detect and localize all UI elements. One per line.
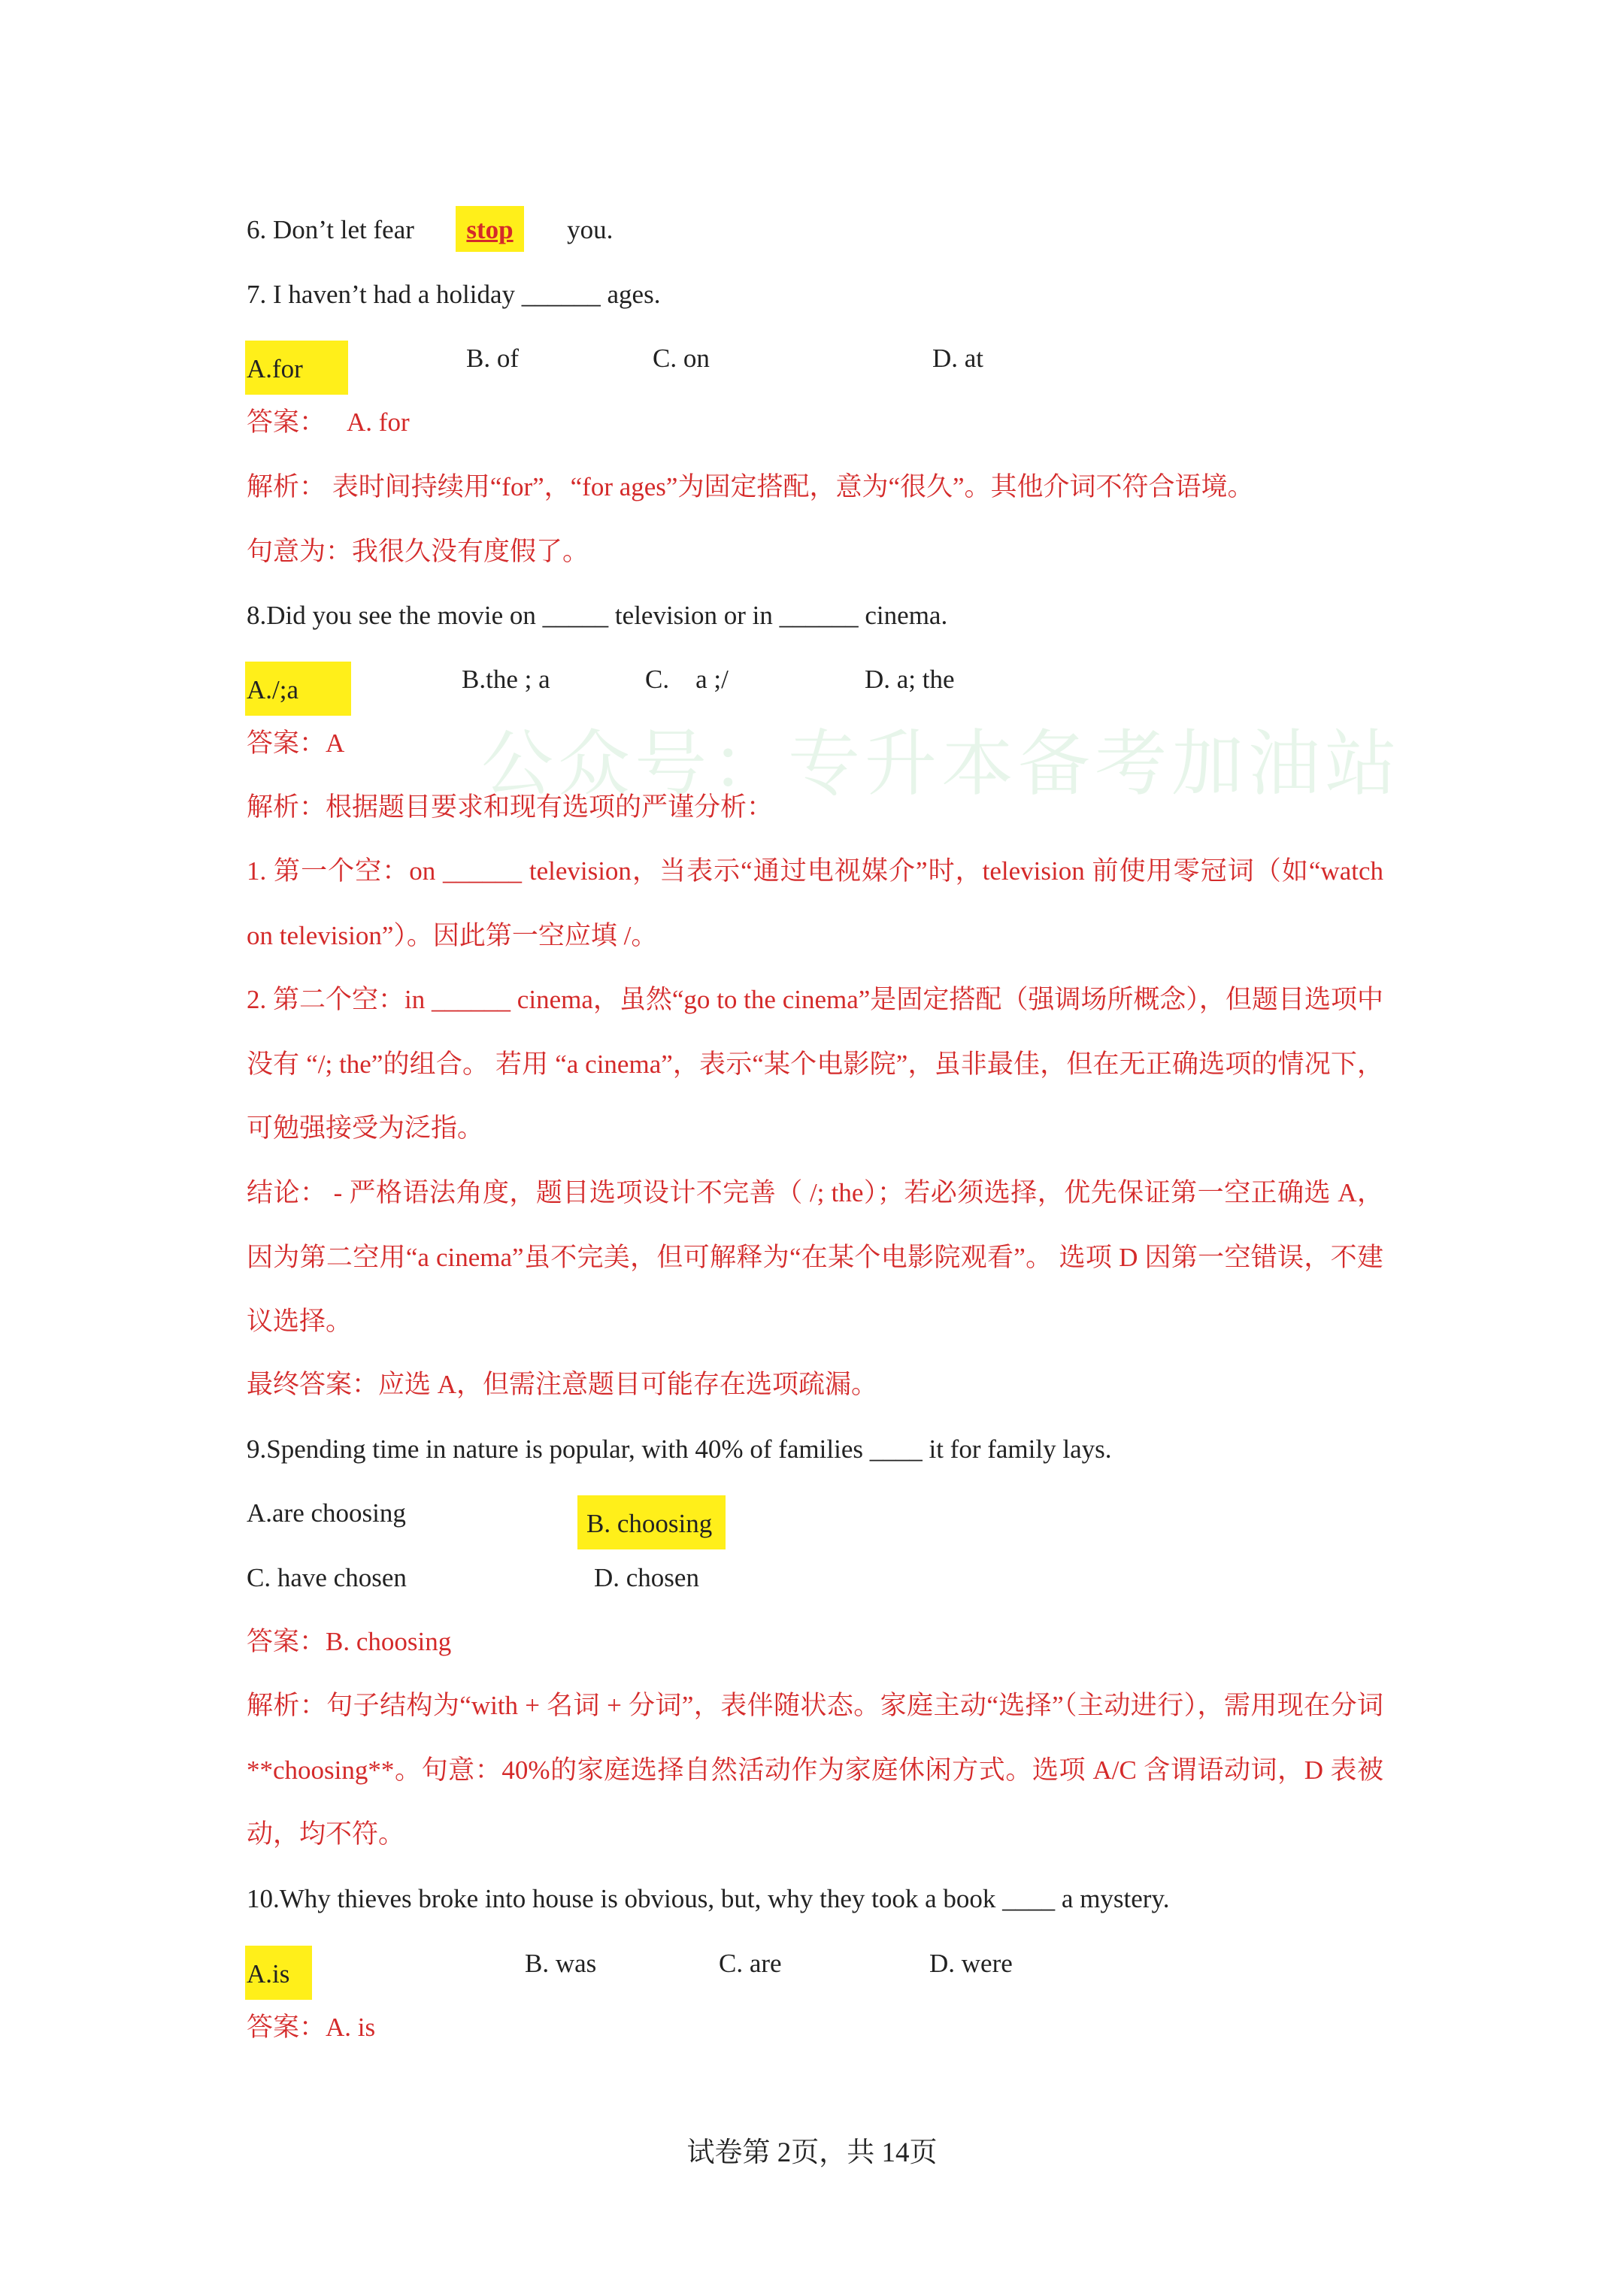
question-7-stem: 7. I haven’t had a holiday ______ ages. [247, 280, 661, 309]
q10-answer [247, 2010, 1389, 2046]
q7-analysis-line-2: 句意为：我很久没有度假了。 [247, 537, 589, 566]
q7-option-a: A.for [245, 341, 348, 395]
question-10-options [247, 1946, 1389, 1989]
q10-option-c: C. are [719, 1949, 782, 1978]
question-9-options-row-2 [247, 1560, 1389, 1596]
q9-option-c: C. have chosen [247, 1563, 407, 1592]
question-7-options [247, 341, 1389, 383]
q6-answer-highlight: stop [456, 206, 523, 252]
q9-option-b: B. choosing [577, 1495, 726, 1549]
watermark: 公众号：专升本备考加油站 [481, 722, 1401, 806]
q9-option-a: A.are choosing [247, 1498, 406, 1528]
question-8-stem: 8.Did you see the movie on _____ television or in ______ cinema. [247, 601, 948, 630]
q7-analysis-line-1: 解析： 表时间持续用“for”，“for ages”为固定搭配，意为“很久”。其他介词不符合语境。 [247, 472, 1254, 501]
q8-option-c: C. a ;/ [645, 665, 729, 694]
q9-answer [247, 1624, 1389, 1660]
q8-analysis-intro: 解析：根据题目要求和现有选项的严谨分析： [247, 792, 774, 822]
q9-analysis: 解析：句子结构为“with + 名词 + 分词”，表伴随状态。家庭主动“选择”（主动进行），需用现在分词 **choosing**。句意：40%的家庭选择自然活动作为家庭休闲方式。选项 A/C 含谓语动词，D 表被动，均不符。 [247, 1691, 1383, 1849]
q8-answer [247, 725, 1389, 762]
question-6 [247, 212, 1389, 248]
q8-final-answer: 最终答案：应选 A，但需注意题目可能存在选项疏漏。 [247, 1370, 878, 1399]
q9-option-d: D. chosen [594, 1563, 699, 1592]
question-8-options [247, 662, 1389, 704]
q8-point-2: 2. 第二个空：in ______ cinema，虽然“go to the cinema”是固定搭配（强调场所概念），但题目选项中没有 “/; the”的组合。 若用 “a cinema”，表示“某个电影院”，虽非最佳，但在无正确选项的情况下，可勉强接受为泛指。 [247, 985, 1383, 1143]
q8-option-a: A./;a [245, 662, 351, 716]
q9-answer-label: 答案： [247, 1627, 326, 1656]
q8-option-d: D. a; the [865, 665, 955, 694]
q7-option-c: C. on [653, 344, 710, 373]
question-9-stem: 9.Spending time in nature is popular, with 40% of families ____ it for family lays. [247, 1434, 1112, 1464]
q6-prefix: 6. Don’t let fear [247, 215, 414, 244]
question-10-stem: 10.Why thieves broke into house is obvious, but, why they took a book ____ a mystery. [247, 1884, 1170, 1913]
q8-answer-value: A [326, 728, 345, 758]
page-footer: 试卷第 2页，共 14页 [686, 2137, 938, 2168]
q10-answer-value: A. is [326, 2013, 376, 2042]
q10-option-a: A.is [245, 1946, 312, 2000]
q8-point-1: 1. 第一个空：on ______ television，当表示“通过电视媒介”时，television 前使用零冠词（如“watch on television”）。因此第一空应填 /。 [247, 856, 1383, 950]
q8-answer-label: 答案： [247, 728, 326, 758]
q8-option-b: B.the ; a [462, 665, 550, 694]
q7-answer-label: 答案： [247, 407, 326, 437]
q9-answer-value: B. choosing [326, 1627, 452, 1656]
q10-answer-label: 答案： [247, 2013, 326, 2042]
question-9-options-row-1 [247, 1495, 1389, 1538]
q10-option-d: D. were [929, 1949, 1013, 1978]
q8-conclusion: 结论： - 严格语法角度，题目选项设计不完善（ /; the）；若必须选择，优先保证第一空正确选 A，因为第二空用“a cinema”虽不完美，但可解释为“在某个电影院观看”。 选项 D 因第一空错误，不建议选择。 [247, 1178, 1383, 1336]
q7-option-b: B. of [466, 344, 519, 373]
q7-answer [247, 404, 1389, 441]
q7-option-d: D. at [932, 344, 984, 373]
q10-option-b: B. was [525, 1949, 597, 1978]
q7-answer-value: A. for [347, 407, 410, 437]
q6-suffix: you. [567, 215, 614, 244]
